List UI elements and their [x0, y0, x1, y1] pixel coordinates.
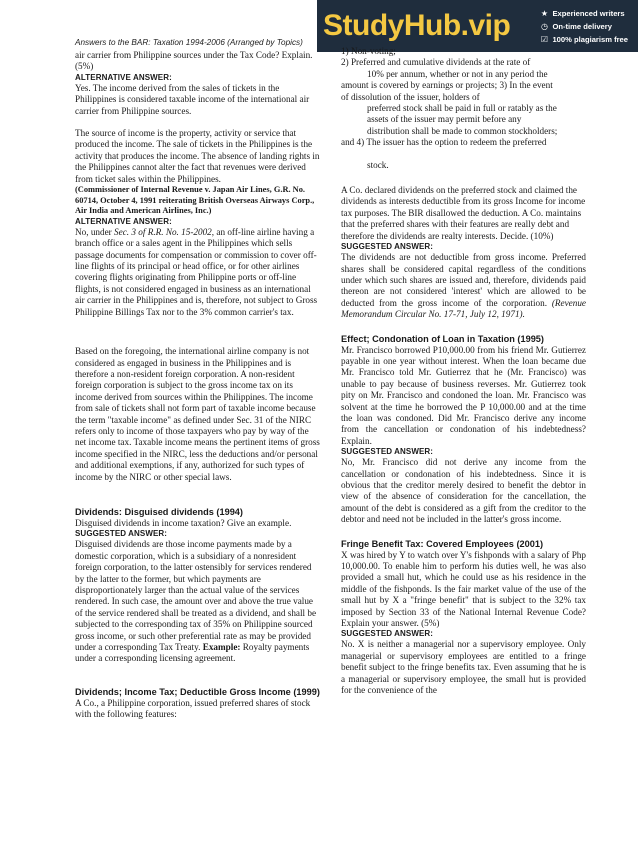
section-heading: Fringe Benefit Tax: Covered Employees (2001) [341, 538, 544, 549]
check-icon: ☑ [540, 34, 549, 44]
alternative-answer-text: Yes. The income derived from the sales of tickets in the Philippines is considered taxable income of the international air carrier from Philippine sources. [75, 82, 310, 116]
feature-label: 100% plagiarism free [552, 34, 628, 44]
circular-citation: (Revenue Memorandum Circular No. 17-71, July 12, 1971). [341, 297, 586, 320]
section-heading: Dividends; Income Tax; Deductible Gross Income (1999) [75, 686, 320, 697]
question-text: X was hired by Y to watch over Y's fishponds with a salary of Php 10,000.00. To enable him to perform his duties well, he was also provided a small hut, which he could use as his residence in the middle of the fishponds. Is the fair market value of the use of the small hut by X a "fringe benefit" that is subject to the 32% tax imposed by Section 33 of the National Internal Revenue Code? Explain your answer. (5%) [341, 549, 586, 629]
running-header: Answers to the BAR: Taxation 1994-2006 (Arranged by Topics) [75, 38, 303, 47]
question-text: Disguised dividends in income taxation? Give an example. [75, 517, 292, 528]
star-icon: ★ [540, 8, 549, 18]
feature-experienced-writers [539, 7, 628, 20]
studyhub-logo[interactable]: StudyHub.vip [323, 9, 511, 42]
suggested-answer-label: SUGGESTED ANSWER: [341, 242, 434, 252]
feature-line: preferred stock shall be paid in full or ratably as the [367, 103, 557, 114]
feature-line: assets of the issuer may permit before any [367, 114, 522, 125]
clock-icon: ◷ [540, 21, 548, 31]
suggested-answer-label: SUGGESTED ANSWER: [341, 629, 434, 639]
source-of-income-paragraph: The source of income is the property, activity or service that produced the income. The sale of tickets in the Philippines is the activity that produces the income. The absence of landing rights in the Philippines cannot alter the fact that revenues were derived from ticket sales within the Philippines. [75, 128, 320, 184]
answer-text: No. X is neither a managerial nor a supervisory employee. Only managerial or supervisory employees are entitled to a fringe benefit subject to the fringe benefits tax. Even assuming that he is a managerial or supervisory employee, the small hut is provided for the convenience of the [341, 639, 586, 696]
left-column [75, 50, 320, 721]
feature-line: stock. [367, 159, 389, 170]
feature-on-time-delivery [539, 20, 628, 33]
feature-line: of dissolution of the issuer, holders of [341, 91, 480, 102]
answer-text: The dividends are not deductible from gross income. Preferred shares shall be considered capital regardless of the conditions under which such shares are issued and, therefore, dividends paid thereon are not considered 'interest' which are allowed to be deducted from the gross income of the corporation. (Revenue Memorandum Circular No. 17-71, July 12, 1971). [341, 252, 586, 320]
feature-line: 2) Preferred and cumulative dividends at the rate of [341, 57, 531, 68]
alternative-answer-text: No, under Sec. 3 of R.R. No. 15-2002, an off-line airline having a branch office or a sales agent in the Philippines which sells passage documents for compensation or commission to cover off-line flights of its principal or head office, or for other airlines covering flights originating from Philippine ports or off-line flights, is not considered engaged in business as an international air carrier in the Philippines and is, therefore, not subject to Gross Philippine Billings Tax nor to the 3% common carrier's tax. [75, 226, 318, 317]
banner-features [539, 7, 628, 46]
case-citation: (Commissioner of Internal Revenue v. Japan Air Lines, G.R. No. 60714, October 4, 1991 reiterating British Overseas Airways Corp., Air India and American Airlines, Inc.) [75, 185, 315, 216]
feature-line: 10% per annum, whether or not in any period the [367, 68, 548, 79]
question-tail: air carrier from Philippine sources under the Tax Code? Explain. (5%) [75, 50, 313, 72]
answer-text: Disguised dividends are those income payments made by a domestic corporation, which is a subsidiary of a nonresident foreign corporation, to the latter ostensibly for services rendered by the latter to the former, but which payments are disproportionately larger than the actual value of the services rendered. In such case, the amount over and above the true value of the service rendered shall be treated as a dividend, and shall be subjected to the corresponding tax of 35% on Philippine sourced gross income, or such other preferential rate as may be provided under a corresponding Tax Treaty. Example: Royalty payments under a corresponding licensing agreement. [75, 539, 317, 664]
feature-line: and 4) The issuer has the option to redeem the preferred [341, 137, 547, 148]
feature-line: 1) Non-voting; [341, 46, 396, 56]
foregoing-paragraph: Based on the foregoing, the international airline company is not considered as engaged in business in the Philippines and is therefore a non-resident foreign corporation. A non-resident foreign corporation is subject to the gross income tax on its income derived from sources within the Philippines. The income from sale of tickets shall not form part of taxable income because the term "taxable income" as defined under Sec. 31 of the NIRC refers only to income of those taxpayers who pay by way of the net income tax. Taxable income means the pertinent items of gross income specified in the NIRC, less the deductions and/or personal and additional exemptions, if any, authorized for such types of income by the NIRC or other special laws. [75, 346, 320, 482]
feature-plagiarism-free [539, 33, 628, 46]
suggested-answer-label: SUGGESTED ANSWER: [75, 529, 168, 539]
question-text: Mr. Francisco borrowed P10,000.00 from his friend Mr. Gutierrez payable in one year without interest. When the loan became due Mr. Francisco told Mr. Gutierrez that he (Mr. Francisco) was unable to pay because of business reverses. Mr. Gutierrez took pity on Mr. Francisco and condoned the loan. Mr. Francisco was solvent at the time he borrowed the P 10,000.00 and at the time the loan was condoned. Did Mr. Francisco derive any income from the cancellation or condonation of his indebtedness? Explain. [341, 344, 586, 446]
question-text: A Co., a Philippine corporation, issued preferred shares of stock with the following features: [75, 697, 311, 720]
example-label: Example: [202, 642, 241, 653]
regulation-reference: Sec. 3 of R.R. No. 15-2002 [114, 226, 212, 237]
section-heading: Dividends: Disguised dividends (1994) [75, 506, 243, 517]
feature-label: On-time delivery [552, 21, 612, 31]
question-text: A Co. declared dividends on the preferred stock and claimed the dividends as interests deductible from its gross Income for income tax purposes. The BIR disallowed the deduction. A Co. maintains that the preferred shares with their features are really debt and therefore the dividends are realty interests. Decide. (10%) [341, 185, 586, 241]
alternative-answer-label: ALTERNATIVE ANSWER: [75, 72, 172, 82]
studyhub-banner[interactable] [317, 0, 638, 52]
alternative-answer-label: ALTERNATIVE ANSWER: [75, 216, 172, 226]
suggested-answer-label: SUGGESTED ANSWER: [341, 447, 434, 457]
feature-line: amount is covered by earnings or projects; 3) In the event [341, 80, 553, 91]
answer-text: No, Mr. Francisco did not derive any income from the cancellation or condonation of his indebtedness. Since it is obvious that the creditor merely desired to benefit the debtor in view of the absence of consideration for the cancellation, the amount of the debt is considered as a gift from the creditor to the debtor and need not be included in the latter's gross income. [341, 457, 586, 525]
section-heading: Effect; Condonation of Loan in Taxation (1995) [341, 333, 544, 344]
feature-line: distribution shall be made to common stockholders; [367, 125, 558, 136]
feature-label: Experienced writers [552, 8, 625, 18]
right-column [341, 46, 586, 697]
